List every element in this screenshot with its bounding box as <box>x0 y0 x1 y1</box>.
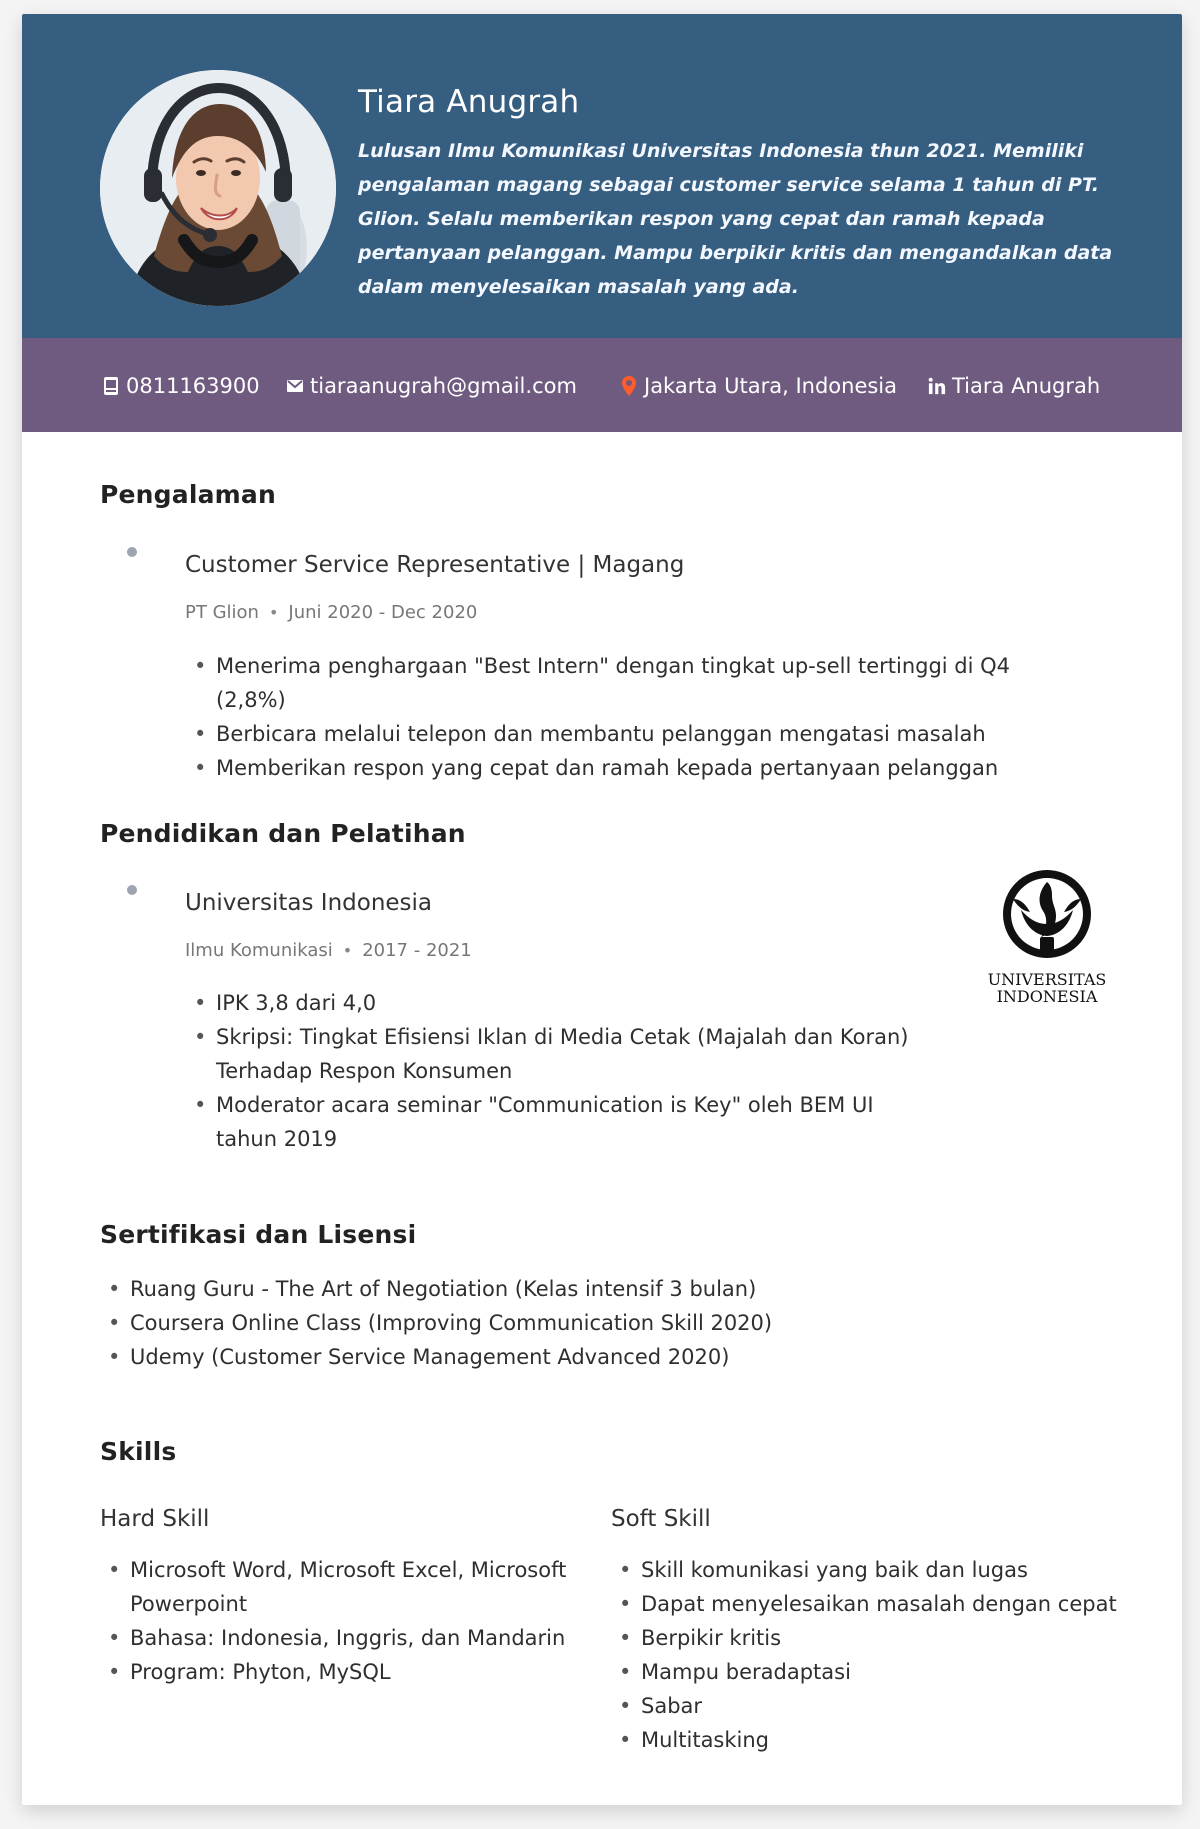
certification-section-title: Sertifikasi dan Lisensi <box>100 1220 417 1249</box>
experience-role: Customer Service Representative | Magang <box>185 552 685 578</box>
contact-bar <box>22 338 1182 432</box>
profile-photo-illustration <box>100 70 336 306</box>
linkedin-value: Tiara Anugrah <box>952 374 1101 398</box>
phone-icon <box>102 375 120 397</box>
hard-skill-title: Hard Skill <box>100 1506 210 1532</box>
experience-section-title: Pengalaman <box>100 480 276 509</box>
education-period: 2017 - 2021 <box>362 940 472 961</box>
logo-text <box>977 971 1117 1005</box>
education-section-title: Pendidikan dan Pelatihan <box>100 819 466 848</box>
contact-linkedin[interactable] <box>928 372 1100 400</box>
list-item: • Mampu beradaptasi <box>619 1655 1119 1689</box>
profile-summary: Lulusan Ilmu Komunikasi Universitas Indonesia thun 2021. Memiliki pengalaman magang sebagai customer service selama 1 tahun di PT. Glion. Selalu memberikan respon yang cepat dan ramah kepada pertanyaan pelanggan. Mampu berpikir kritis dan mengandalkan data dalam menyelesaikan masalah yang ada. <box>358 140 1113 298</box>
list-item: • Skripsi: Tingkat Efisiensi Iklan di Media Cetak (Majalah dan Koran) Terhadap Respon Konsumen <box>194 1020 924 1088</box>
contact-location[interactable] <box>620 372 897 400</box>
list-item: • Menerima penghargaan "Best Intern" dengan tingkat up-sell tertinggi di Q4 (2,8%) <box>194 649 1074 717</box>
universitas-indonesia-logo <box>977 868 1117 1008</box>
experience-company: PT Glion <box>185 602 259 623</box>
education-meta <box>185 940 472 961</box>
list-item: • IPK 3,8 dari 4,0 <box>194 986 924 1020</box>
list-item: • Udemy (Customer Service Management Advanced 2020) <box>108 1340 1008 1374</box>
list-item: • Ruang Guru - The Art of Negotiation (Kelas intensif 3 bulan) <box>108 1272 1008 1306</box>
list-item: • Sabar <box>619 1689 1119 1723</box>
list-item: • Program: Phyton, MySQL <box>108 1655 578 1689</box>
experience-meta <box>185 602 477 623</box>
list-item: • Moderator acara seminar "Communication is Key" oleh BEM UI tahun 2019 <box>194 1088 924 1156</box>
education-school: Universitas Indonesia <box>185 890 433 916</box>
list-item: • Multitasking <box>619 1723 1119 1757</box>
phone-value: 0811163900 <box>126 374 260 398</box>
linkedin-icon <box>928 375 946 397</box>
soft-skill-title: Soft Skill <box>611 1506 711 1532</box>
experience-period: Juni 2020 - Dec 2020 <box>288 602 478 623</box>
contact-email[interactable] <box>286 372 577 400</box>
experience-bullets <box>194 649 1074 785</box>
contact-phone[interactable] <box>102 372 260 400</box>
meta-separator-icon: • <box>268 602 279 622</box>
education-timeline-dot <box>127 885 137 895</box>
list-item: • Berbicara melalui telepon dan membantu pelanggan mengatasi masalah <box>194 717 1074 751</box>
list-item: • Bahasa: Indonesia, Inggris, dan Mandarin <box>108 1621 578 1655</box>
profile-name: Tiara Anugrah <box>358 84 580 120</box>
logo-text-line: UNIVERSITAS <box>987 970 1107 989</box>
experience-timeline-dot <box>127 547 137 557</box>
list-item: • Berpikir kritis <box>619 1621 1119 1655</box>
location-pin-icon <box>620 375 638 397</box>
list-item: • Microsoft Word, Microsoft Excel, Microsoft Powerpoint <box>108 1553 578 1621</box>
location-value: Jakarta Utara, Indonesia <box>644 374 898 398</box>
meta-separator-icon: • <box>342 940 353 960</box>
makara-logo-icon <box>977 868 1117 964</box>
education-bullets <box>194 986 924 1156</box>
education-major: Ilmu Komunikasi <box>185 940 333 961</box>
list-item: • Memberikan respon yang cepat dan ramah kepada pertanyaan pelanggan <box>194 751 1074 785</box>
soft-skill-list <box>619 1553 1119 1757</box>
list-item: • Dapat menyelesaikan masalah dengan cepat <box>619 1587 1119 1621</box>
mail-icon <box>286 375 304 397</box>
certification-list <box>108 1272 1008 1374</box>
profile-photo <box>100 70 336 306</box>
profile-header <box>22 14 1182 338</box>
resume-card <box>22 14 1182 1805</box>
email-value: tiaraanugrah@gmail.com <box>310 374 577 398</box>
list-item: • Skill komunikasi yang baik dan lugas <box>619 1553 1119 1587</box>
hard-skill-list <box>108 1553 578 1689</box>
logo-text-line: INDONESIA <box>996 987 1098 1006</box>
skills-section-title: Skills <box>100 1437 177 1466</box>
list-item: • Coursera Online Class (Improving Communication Skill 2020) <box>108 1306 1008 1340</box>
